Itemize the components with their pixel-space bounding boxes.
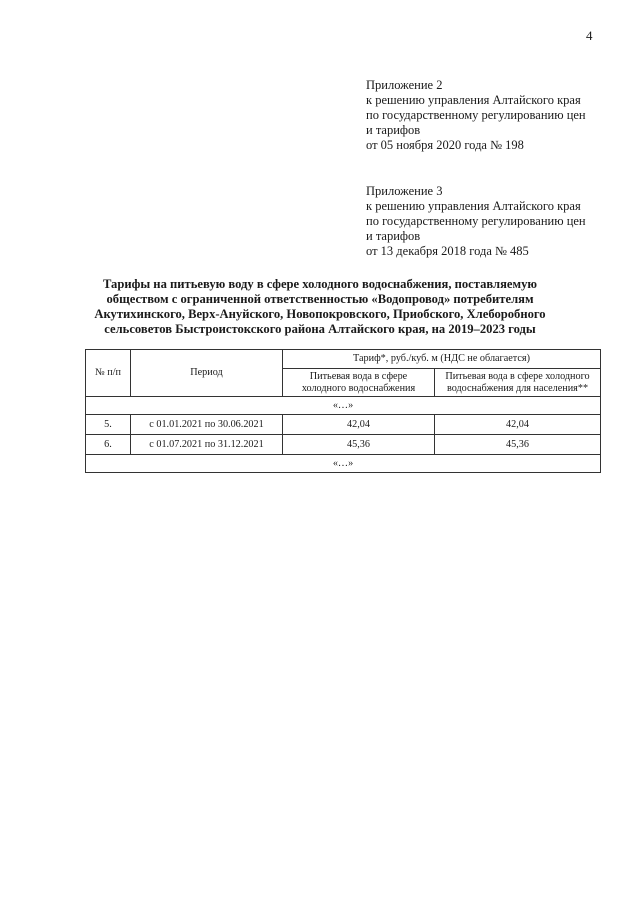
appendix-2-line: от 05 ноября 2020 года № 198 [366, 138, 524, 152]
title-line: сельсоветов Быстроистокского района Алтайского края, на 2019–2023 годы [104, 322, 536, 336]
appendix-3-line: по государственному регулированию цен [366, 214, 586, 228]
header-num: № п/п [86, 350, 131, 397]
appendix-3-header [366, 184, 616, 259]
header-cold-water [283, 369, 435, 397]
ellipsis-row: «…» [86, 397, 601, 415]
row-tariff-cold-water: 42,04 [283, 415, 435, 435]
ellipsis-row: «…» [86, 455, 601, 473]
appendix-3-line: к решению управления Алтайского края [366, 199, 581, 213]
row-num: 5. [86, 415, 131, 435]
title-line: Акутихинского, Верх-Ануйского, Новопокровского, Приобского, Хлеборобного [94, 307, 546, 321]
title-line: Тарифы на питьевую воду в сфере холодного водоснабжения, поставляемую [102, 277, 538, 291]
tariff-table [85, 349, 601, 473]
page-number: 4 [586, 28, 593, 43]
table-row [86, 415, 601, 435]
appendix-2-line: к решению управления Алтайского края [366, 93, 581, 107]
header-population [435, 369, 601, 397]
header-period: Период [131, 350, 283, 397]
row-num: 6. [86, 435, 131, 455]
appendix-2-line: и тарифов [366, 123, 421, 137]
header-cold-water-line: Питьевая вода в сфере [309, 370, 408, 382]
document-title [80, 277, 560, 337]
header-population-line: Питьевая вода в сфере холодного [445, 370, 590, 382]
header-cold-water-line: холодного водоснабжения [301, 382, 416, 394]
row-tariff-population: 42,04 [435, 415, 601, 435]
appendix-2-line: по государственному регулированию цен [366, 108, 586, 122]
header-tariff: Тариф*, руб./куб. м (НДС не облагается) [283, 350, 601, 369]
appendix-3-line: и тарифов [366, 229, 421, 243]
row-period: с 01.07.2021 по 31.12.2021 [131, 435, 283, 455]
header-population-line: водоснабжения для населения** [446, 382, 589, 394]
appendix-3-line: от 13 декабря 2018 года № 485 [366, 244, 529, 258]
appendix-3-line: Приложение 3 [366, 184, 443, 198]
row-period: с 01.01.2021 по 30.06.2021 [131, 415, 283, 435]
row-tariff-population: 45,36 [435, 435, 601, 455]
title-line: обществом с ограниченной ответственностью «Водопровод» потребителям [106, 292, 534, 306]
table-row [86, 435, 601, 455]
appendix-2-line: Приложение 2 [366, 78, 443, 92]
row-tariff-cold-water: 45,36 [283, 435, 435, 455]
appendix-2-header [366, 78, 616, 153]
